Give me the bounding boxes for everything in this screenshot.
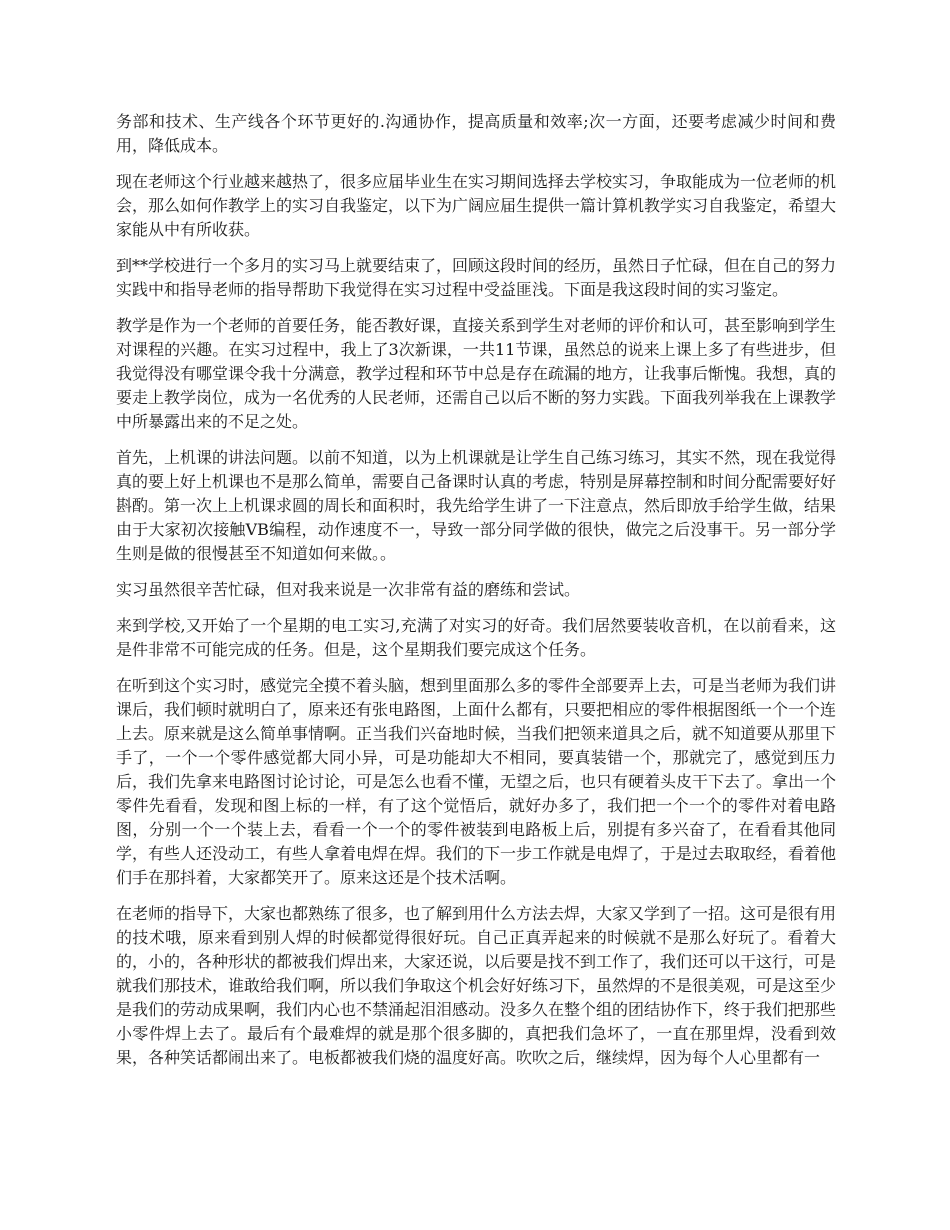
paragraph: 来到学校,又开始了一个星期的电工实习,充满了对实习的好奇。我们居然要装收音机，在以前看来，这是件非常不可能完成的任务。但是，这个星期我们要完成这个任务。 xyxy=(116,616,836,659)
paragraph: 首先，上机课的讲法问题。以前不知道，以为上机课就是让学生自己练习练习，其实不然，现在我觉得真的要上好上机课也不是那么简单，需要自己备课时认真的考虑，特别是屏幕控制和时间分配需要好好斟酌。第一次上上机课求圆的周长和面积时，我先给学生讲了一下注意点，然后即放手给学生做，结果由于大家初次接触VB编程，动作速度不一，导致一部分同学做的很快，做完之后没事干。另一部分学生则是做的很慢甚至不知道如何来做。。 xyxy=(116,448,837,563)
paragraph: 在听到这个实习时，感觉完全摸不着头脑，想到里面那么多的零件全部要弄上去，可是当老师为我们讲课后，我们顿时就明白了，原来还有张电路图，上面什么都有，只要把相应的零件根据图纸一个一个连上去。原来就是这么简单事情啊。正当我们兴奋地时候，当我们把领来道具之后，就不知道要从那里下手了，一个一个零件感觉都大同小异，可是功能却大不相同，要真装错一个，那就完了，感觉到压力后，我们先拿来电路图讨论讨论，可是怎么也看不懂，无望之后，也只有硬着头皮干下去了。拿出一个零件先看看，发现和图上标的一样，有了这个觉悟后，就好办多了，我们把一个一个的零件对着电路图，分别一个一个装上去，看看一个一个的零件被装到电路板上后，别提有多兴奋了，在看看其他同学，有些人还没动工，有些人拿着电焊在焊。我们的下一步工作就是电焊了，于是过去取取经，看着他们手在那抖着，大家都笑开了。原来这还是个技术活啊。 xyxy=(116,676,837,887)
paragraph: 教学是作为一个老师的首要任务，能否教好课，直接关系到学生对老师的评价和认可，甚至影响到学生对课程的兴趣。在实习过程中，我上了3次新课，一共11节课，虽然总的说来上课上多了有些进步，但我觉得没有哪堂课令我十分满意，教学过程和环节中总是存在疏漏的地方，让我事后惭愧。我想，真的要走上教学岗位，成为一名优秀的人民老师，还需自己以后不断的努力实践。下面我列举我在上课教学中所暴露出来的不足之处。 xyxy=(116,316,837,431)
paragraph: 现在老师这个行业越来越热了，很多应届毕业生在实习期间选择去学校实习，争取能成为一位老师的机会，那么如何作教学上的实习自我鉴定，以下为广阔应届生提供一篇计算机教学实习自我鉴定，希望大家能从中有所收获。 xyxy=(116,172,837,239)
paragraph: 务部和技术、生产线各个环节更好的.沟通协作，提高质量和效率;次一方面，还要考虑减少时间和费用，降低成本。 xyxy=(116,112,836,155)
document-body xyxy=(116,110,836,1082)
paragraph: 到**学校进行一个多月的实习马上就要结束了，回顾这段时间的经历，虽然日子忙碌，但在自己的努力实践中和指导老师的指导帮助下我觉得在实习过程中受益匪浅。下面是我这段时间的实习鉴定。 xyxy=(116,256,837,299)
paragraph: 在老师的指导下，大家也都熟练了很多，也了解到用什么方法去焊，大家又学到了一招。这可是很有用的技术哦，原来看到别人焊的时候都觉得很好玩。自己正真弄起来的时候就不是那么好玩了。看着大的，小的，各种形状的都被我们焊出来，大家还说，以后要是找不到工作了，我们还可以干这行，可是就我们那技术，谁敢给我们啊，所以我们争取这个机会好好练习下，虽然焊的不是很美观，可是这至少是我们的劳动成果啊，我们内心也不禁涌起泪泪感动。没多久在整个组的团结协作下，终于我们把那些小零件焊上去了。最后有个最难焊的就是那个很多脚的，真把我们急坏了，一直在那里焊，没看到效果，各种笑话都闹出来了。电板都被我们烧的温度好高。吹吹之后，继续焊，因为每个人心里都有一 xyxy=(116,904,837,1067)
paragraph: 实习虽然很辛苦忙碌，但对我来说是一次非常有益的磨练和尝试。 xyxy=(116,580,581,599)
